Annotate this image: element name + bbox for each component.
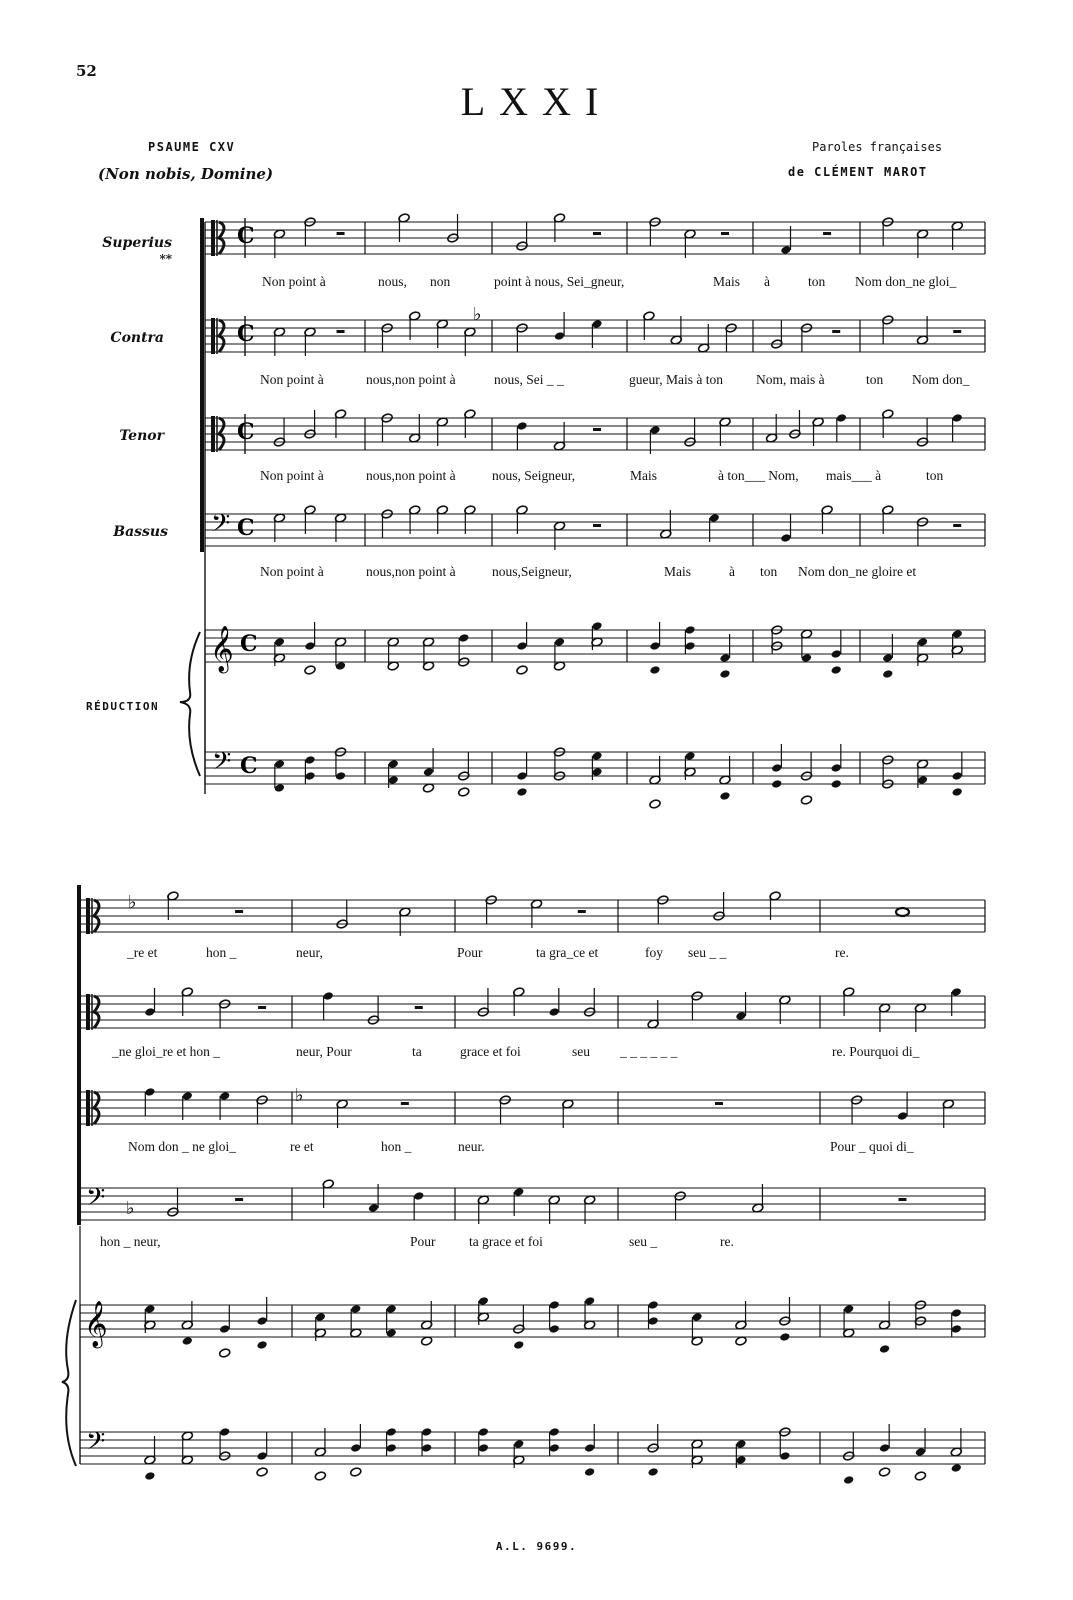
note-head bbox=[831, 665, 842, 675]
rest bbox=[235, 1198, 243, 1201]
lyric-syllable: _re et bbox=[127, 945, 158, 960]
note-head bbox=[219, 1091, 230, 1101]
lyric-syllable: ta bbox=[412, 1044, 422, 1059]
time-signature: C bbox=[237, 321, 255, 347]
note-head bbox=[144, 1471, 155, 1481]
lyric-syllable: Pour _ quoi di_ bbox=[830, 1139, 914, 1154]
c-clef bbox=[86, 1090, 90, 1126]
lyric-syllable: seu _ bbox=[629, 1234, 658, 1249]
note-head bbox=[304, 641, 315, 651]
lyric-syllable: Pour bbox=[410, 1234, 436, 1249]
rest bbox=[953, 330, 961, 333]
lyric-syllable: Mais bbox=[630, 468, 657, 483]
time-signature: C bbox=[240, 753, 258, 779]
note-head bbox=[831, 649, 842, 659]
note-head bbox=[914, 1471, 926, 1481]
note-head bbox=[719, 669, 730, 679]
note-head bbox=[388, 759, 399, 769]
system1-bracket bbox=[200, 218, 204, 552]
note-head bbox=[549, 1324, 560, 1334]
note-head bbox=[800, 795, 812, 805]
note-head bbox=[304, 771, 315, 781]
psalm-label: PSAUME CXV bbox=[148, 140, 236, 154]
rest bbox=[258, 1006, 266, 1009]
rest bbox=[578, 910, 586, 913]
f-clef: 𝄢 bbox=[211, 509, 231, 544]
lyric-syllable: re. bbox=[835, 945, 849, 960]
note-head bbox=[549, 1427, 560, 1437]
lyric-syllable: neur, bbox=[296, 945, 323, 960]
lyric-syllable: hon _ neur, bbox=[100, 1234, 161, 1249]
note-head bbox=[879, 1443, 890, 1453]
note-head bbox=[314, 1471, 326, 1481]
note-head bbox=[771, 763, 782, 773]
c-clef bbox=[211, 416, 215, 452]
note-head bbox=[458, 787, 470, 797]
lyric-syllable: à ton___ Nom, bbox=[718, 468, 799, 483]
note-head bbox=[516, 787, 527, 797]
lyric-syllable: neur, Pour bbox=[296, 1044, 352, 1059]
note-head bbox=[458, 633, 469, 643]
rest bbox=[953, 524, 961, 527]
f-clef: 𝄢 bbox=[212, 747, 232, 782]
note-head bbox=[274, 759, 285, 769]
lyric-syllable: hon _ bbox=[381, 1139, 412, 1154]
lyric-syllable: foy bbox=[645, 945, 663, 960]
page-title: LXXI bbox=[460, 79, 613, 124]
f-clef: 𝄢 bbox=[86, 1183, 106, 1218]
page-number: 52 bbox=[76, 62, 97, 80]
note-head bbox=[513, 1187, 524, 1197]
reduction1-brace bbox=[180, 632, 200, 776]
lyric-syllable: mais___ à bbox=[826, 468, 882, 483]
g-clef: 𝄞 bbox=[210, 626, 234, 672]
note-head bbox=[951, 1324, 962, 1334]
lyric-syllable: Non point à bbox=[260, 372, 324, 387]
note-head bbox=[647, 1316, 658, 1326]
lyric-syllable: ta gra_ce et bbox=[536, 945, 599, 960]
lyric-syllable: nous, Sei _ _ bbox=[494, 372, 564, 387]
note-head bbox=[516, 771, 527, 781]
whole-note bbox=[896, 908, 909, 916]
note-head bbox=[513, 1340, 524, 1350]
note-head bbox=[256, 1340, 267, 1350]
note-head bbox=[335, 771, 346, 781]
time-signature: C bbox=[240, 631, 258, 657]
note-head bbox=[952, 413, 963, 423]
lyric-syllable: re et bbox=[290, 1139, 314, 1154]
note-head bbox=[219, 1427, 230, 1437]
note-head bbox=[647, 1467, 658, 1477]
time-signature: C bbox=[237, 223, 255, 249]
note-head bbox=[882, 653, 893, 663]
rest bbox=[401, 1102, 409, 1105]
note-head bbox=[256, 1467, 268, 1477]
c-clef bbox=[211, 220, 215, 256]
psalm-latin-title: (Non nobis, Domine) bbox=[98, 165, 274, 183]
lyric-syllable: Mais bbox=[713, 274, 740, 289]
note-head bbox=[386, 1427, 397, 1437]
note-head bbox=[144, 1087, 155, 1097]
note-head bbox=[256, 1316, 267, 1326]
lyric-syllable: ta grace et foi bbox=[469, 1234, 543, 1249]
rest bbox=[235, 910, 243, 913]
note-head bbox=[771, 779, 782, 789]
note-head bbox=[735, 1011, 746, 1021]
note-head bbox=[274, 637, 285, 647]
rest bbox=[337, 330, 345, 333]
lyric-syllable: seu _ _ bbox=[688, 945, 727, 960]
rest bbox=[899, 1198, 907, 1201]
note-head bbox=[951, 987, 962, 997]
note-head bbox=[878, 1467, 890, 1477]
credit-line-2: de CLÉMENT MAROT bbox=[788, 165, 928, 179]
lyric-syllable: nous, bbox=[378, 274, 407, 289]
time-signature: C bbox=[237, 515, 255, 541]
note-head bbox=[413, 1191, 424, 1201]
rest bbox=[337, 232, 345, 235]
note-head bbox=[684, 641, 695, 651]
note-head bbox=[709, 513, 720, 523]
note-head bbox=[951, 1463, 962, 1473]
lyric-syllable: ton bbox=[926, 468, 944, 483]
note-head bbox=[915, 1447, 926, 1457]
note-head bbox=[951, 1308, 962, 1318]
note-head bbox=[591, 621, 602, 631]
note-head bbox=[554, 637, 565, 647]
f-clef: 𝄢 bbox=[86, 1427, 106, 1462]
lyric-syllable: à bbox=[729, 564, 735, 579]
c-clef bbox=[86, 994, 90, 1030]
lyric-syllable: re. bbox=[720, 1234, 734, 1249]
reduction2-brace bbox=[62, 1300, 76, 1466]
lyric-syllable: nous,non point à bbox=[366, 372, 456, 387]
flat: ♭ bbox=[295, 1085, 304, 1106]
note-head bbox=[836, 413, 847, 423]
voice-label-tenor: Tenor bbox=[119, 428, 164, 444]
note-head bbox=[478, 1296, 489, 1306]
note-head bbox=[423, 767, 434, 777]
note-head bbox=[719, 791, 730, 801]
note-head bbox=[801, 653, 812, 663]
voice-superius-mark: ** bbox=[159, 252, 172, 266]
c-clef bbox=[211, 318, 215, 354]
rest bbox=[715, 1102, 723, 1105]
note-head bbox=[182, 1091, 193, 1101]
note-head bbox=[516, 665, 528, 675]
lyric-syllable: Non point à bbox=[260, 468, 324, 483]
note-head bbox=[554, 331, 565, 341]
voice-label-contra: Contra bbox=[110, 330, 164, 346]
note-head bbox=[691, 1312, 702, 1322]
note-head bbox=[549, 1007, 560, 1017]
note-head bbox=[386, 1304, 397, 1314]
note-head bbox=[513, 1439, 524, 1449]
note-head bbox=[779, 1332, 790, 1342]
note-head bbox=[584, 1467, 595, 1477]
lyric-syllable: nous, Seigneur, bbox=[492, 468, 576, 483]
flat: ♭ bbox=[126, 1198, 135, 1219]
note-head bbox=[182, 1336, 193, 1346]
lyric-syllable: non bbox=[430, 274, 451, 289]
note-head bbox=[591, 751, 602, 761]
lyric-syllable: seu bbox=[572, 1044, 590, 1059]
note-head bbox=[591, 319, 602, 329]
note-head bbox=[952, 771, 963, 781]
lyric-syllable: ton bbox=[760, 564, 778, 579]
note-head bbox=[780, 533, 791, 543]
note-head bbox=[735, 1455, 746, 1465]
note-head bbox=[584, 1443, 595, 1453]
note-head bbox=[549, 1300, 560, 1310]
lyric-syllable: Nom don _ ne gloi_ bbox=[128, 1139, 236, 1154]
note-head bbox=[684, 625, 695, 635]
note-head bbox=[219, 1348, 231, 1358]
lyric-syllable: grace et foi bbox=[460, 1044, 521, 1059]
note-head bbox=[478, 1427, 489, 1437]
note-head bbox=[719, 653, 730, 663]
lyric-syllable: Non point à bbox=[262, 274, 326, 289]
note-head bbox=[735, 1439, 746, 1449]
note-head bbox=[421, 1443, 432, 1453]
note-head bbox=[843, 1475, 854, 1485]
note-head bbox=[779, 1451, 790, 1461]
note-head bbox=[879, 1344, 890, 1354]
note-head bbox=[952, 629, 963, 639]
note-head bbox=[516, 421, 527, 431]
note-head bbox=[780, 245, 791, 255]
lyric-syllable: nous,non point à bbox=[366, 564, 456, 579]
note-head bbox=[388, 775, 399, 785]
flat: ♭ bbox=[128, 892, 137, 913]
lyric-syllable: re. Pourquoi di_ bbox=[832, 1044, 920, 1059]
rest bbox=[823, 232, 831, 235]
note-head bbox=[952, 787, 963, 797]
note-head bbox=[684, 751, 695, 761]
lyric-syllable: Nom don_ne gloi_ bbox=[855, 274, 957, 289]
voice-label-superius: Superius bbox=[102, 235, 172, 251]
note-head bbox=[219, 1324, 230, 1334]
note-head bbox=[478, 1443, 489, 1453]
note-head bbox=[350, 1304, 361, 1314]
lyric-syllable: à bbox=[764, 274, 770, 289]
lyric-syllable: _ _ _ _ _ _ bbox=[620, 1044, 678, 1059]
note-head bbox=[649, 641, 660, 651]
note-head bbox=[350, 1467, 362, 1477]
lyric-syllable: Nom, mais à bbox=[756, 372, 825, 387]
note-head bbox=[323, 991, 334, 1001]
note-head bbox=[421, 1427, 432, 1437]
note-head bbox=[897, 1111, 908, 1121]
lyric-syllable: ton bbox=[808, 274, 826, 289]
note-head bbox=[274, 783, 285, 793]
note-head bbox=[917, 637, 928, 647]
note-head bbox=[304, 755, 315, 765]
note-head bbox=[144, 1304, 155, 1314]
note-head bbox=[649, 425, 660, 435]
note-head bbox=[368, 1203, 379, 1213]
note-head bbox=[647, 1300, 658, 1310]
system2-bracket bbox=[77, 885, 81, 1225]
lyric-syllable: Nom don_ bbox=[912, 372, 970, 387]
voice-label-bassus: Bassus bbox=[113, 524, 168, 540]
note-head bbox=[386, 1443, 397, 1453]
note-head bbox=[516, 641, 527, 651]
note-head bbox=[831, 763, 842, 773]
rest bbox=[593, 232, 601, 235]
note-head bbox=[304, 665, 316, 675]
rest bbox=[832, 330, 840, 333]
lyric-syllable: Nom don_ne gloire et bbox=[798, 564, 917, 579]
lyric-syllable: Pour bbox=[457, 945, 483, 960]
note-head bbox=[350, 1443, 361, 1453]
note-head bbox=[549, 1443, 560, 1453]
credit-line-1: Paroles françaises bbox=[812, 140, 943, 154]
note-head bbox=[649, 799, 661, 809]
note-head bbox=[144, 1007, 155, 1017]
note-head bbox=[591, 767, 602, 777]
note-head bbox=[843, 1304, 854, 1314]
c-clef bbox=[86, 898, 90, 934]
note-head bbox=[882, 669, 893, 679]
note-head bbox=[386, 1328, 397, 1338]
rest bbox=[593, 524, 601, 527]
g-clef: 𝄞 bbox=[84, 1301, 108, 1347]
note-head bbox=[917, 775, 928, 785]
lyric-syllable: nous,non point à bbox=[366, 468, 456, 483]
flat: ♭ bbox=[473, 304, 482, 325]
rest bbox=[593, 428, 601, 431]
lyric-syllable: neur. bbox=[458, 1139, 485, 1154]
lyric-syllable: hon _ bbox=[206, 945, 237, 960]
plate-number: A.L. 9699. bbox=[495, 1540, 578, 1553]
lyric-syllable: Mais bbox=[664, 564, 691, 579]
note-head bbox=[584, 1296, 595, 1306]
note-head bbox=[335, 661, 346, 671]
note-head bbox=[831, 779, 842, 789]
note-head bbox=[649, 665, 660, 675]
lyric-syllable: point à nous, Sei_gneur, bbox=[494, 274, 625, 289]
note-head bbox=[256, 1451, 267, 1461]
lyric-syllable: _ne gloi_re et hon _ bbox=[112, 1044, 220, 1059]
lyric-syllable: gueur, Mais à ton bbox=[629, 372, 723, 387]
lyric-syllable: ton bbox=[866, 372, 884, 387]
time-signature: C bbox=[237, 419, 255, 445]
note-head bbox=[315, 1312, 326, 1322]
lyric-syllable: Non point à bbox=[260, 564, 324, 579]
reduction-label: RÉDUCTION bbox=[86, 700, 160, 713]
rest bbox=[415, 1006, 423, 1009]
lyric-syllable: nous,Seigneur, bbox=[492, 564, 572, 579]
rest bbox=[721, 232, 729, 235]
